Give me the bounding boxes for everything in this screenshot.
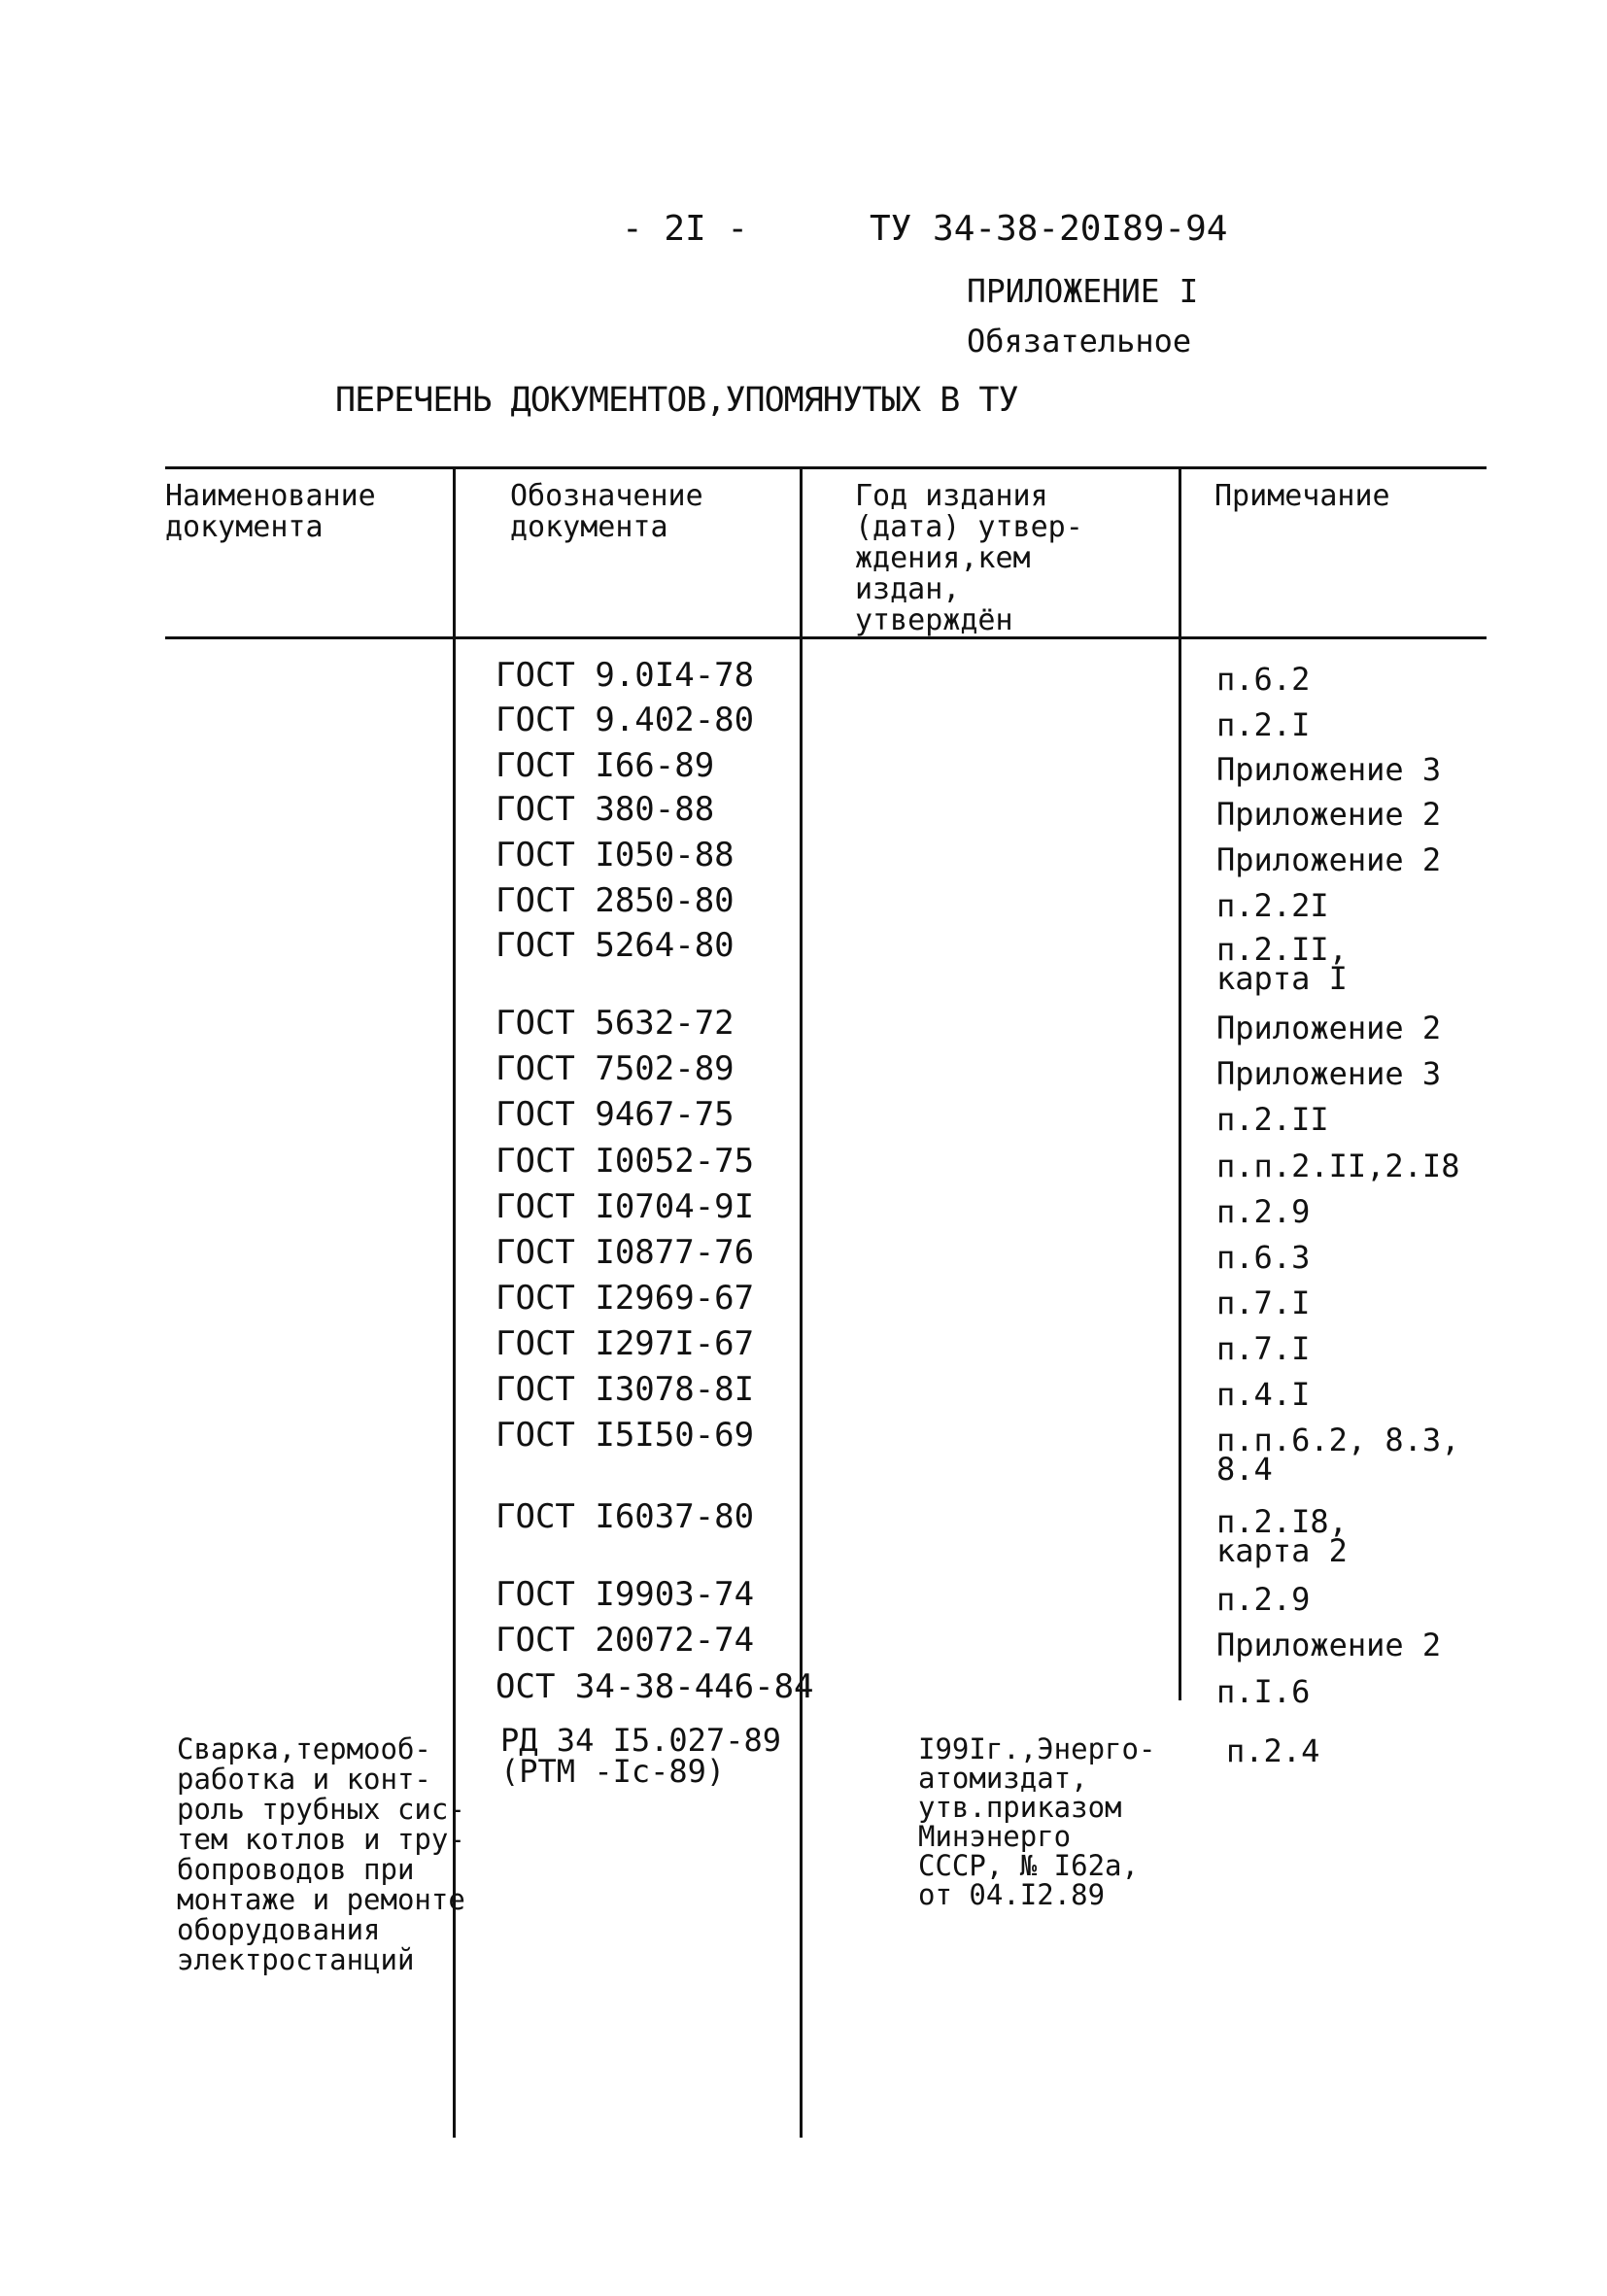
row-code: ГОСТ 2850-80 xyxy=(496,881,735,920)
table-top-rule xyxy=(165,466,1487,469)
document-list-title: ПЕРЕЧЕНЬ ДОКУМЕНТОВ,УПОМЯНУТЫХ В ТУ xyxy=(335,381,1018,420)
row-note: Приложение 3 xyxy=(1216,1055,1442,1092)
row-note: п.2.9 xyxy=(1216,1581,1311,1618)
row-code: ОСТ 34-38-446-84 xyxy=(496,1667,814,1706)
row-code: ГОСТ 380-88 xyxy=(496,790,715,829)
row-code: ГОСТ 9.402-80 xyxy=(496,701,755,739)
row-note: п.6.3 xyxy=(1216,1239,1311,1276)
row-note: п.I.6 xyxy=(1216,1673,1311,1710)
row-code: ГОСТ I0877-76 xyxy=(496,1233,755,1272)
appendix-label: ПРИЛОЖЕНИЕ I xyxy=(967,272,1199,310)
column-header-name: Наименование документа xyxy=(165,479,376,544)
row-document-name: Сварка,термооб- работка и конт- роль трубных сис- тем котлов и тру- бопроводов при монтаже и ремонте оборудования электростанций xyxy=(177,1732,465,1976)
row-code: ГОСТ 5264-80 xyxy=(496,926,735,965)
row-code: ГОСТ I050-88 xyxy=(496,836,735,874)
row-note: п.2.9 xyxy=(1216,1193,1311,1230)
row-code: ГОСТ I5I50-69 xyxy=(496,1416,755,1455)
row-note: п.7.I xyxy=(1216,1330,1311,1367)
row-code: ГОСТ 9.0I4-78 xyxy=(496,656,755,695)
column-header-note: Примечание xyxy=(1214,479,1390,513)
row-note: п.2.I xyxy=(1216,706,1311,743)
row-note: п.п.2.II,2.I8 xyxy=(1216,1148,1460,1184)
row-code: ГОСТ I2969-67 xyxy=(496,1279,755,1318)
document-code: ТУ 34-38-20I89-94 xyxy=(870,209,1228,249)
row-note: п.4.I xyxy=(1216,1376,1311,1413)
page-number: - 2I - xyxy=(622,209,749,249)
row-note: Приложение 2 xyxy=(1216,1010,1442,1046)
row-code: ГОСТ I6037-80 xyxy=(496,1497,755,1536)
row-note: п.2.2I xyxy=(1216,887,1329,924)
row-note: Приложение 3 xyxy=(1216,751,1442,788)
row-code: ГОСТ I0052-75 xyxy=(496,1142,755,1181)
row-code: ГОСТ 20072-74 xyxy=(496,1621,755,1660)
row-code: ГОСТ I3078-8I xyxy=(496,1370,755,1409)
row-note: п.7.I xyxy=(1216,1285,1311,1321)
column-divider-3 xyxy=(1179,466,1181,1700)
row-note: п.2.II, карта I xyxy=(1216,931,1348,997)
row-code: ГОСТ I66-89 xyxy=(496,746,715,785)
column-divider-2 xyxy=(800,466,803,2138)
row-note: п.п.6.2, 8.3, 8.4 xyxy=(1216,1422,1460,1488)
row-code: ГОСТ 9467-75 xyxy=(496,1095,735,1134)
mandatory-label: Обязательное xyxy=(967,323,1192,360)
row-note: п.2.4 xyxy=(1226,1732,1320,1769)
column-header-designation: Обозначение документа xyxy=(510,479,703,544)
row-code: ГОСТ I297I-67 xyxy=(496,1324,755,1363)
row-note: п.2.II xyxy=(1216,1101,1329,1138)
table-header-rule xyxy=(165,636,1487,639)
row-code: ГОСТ I9903-74 xyxy=(496,1575,755,1614)
column-header-year: Год издания (дата) утвер- ждения,кем издан, утверждён xyxy=(855,479,1083,637)
row-code: ГОСТ I0704-9I xyxy=(496,1187,755,1226)
row-note: Приложение 2 xyxy=(1216,841,1442,878)
row-note: п.6.2 xyxy=(1216,661,1311,698)
row-code: РД 34 I5.027-89 (РТМ -Iс-89) xyxy=(500,1722,781,1790)
row-code: ГОСТ 7502-89 xyxy=(496,1049,735,1088)
row-code: ГОСТ 5632-72 xyxy=(496,1004,735,1043)
row-note: Приложение 2 xyxy=(1216,796,1442,833)
row-publication-info: I99Iг.,Энерго- атомиздат, утв.приказом Минэнерго СССР, № I62а, от 04.I2.89 xyxy=(918,1732,1156,1911)
row-note: Приложение 2 xyxy=(1216,1627,1442,1663)
row-note: п.2.I8, карта 2 xyxy=(1216,1503,1348,1569)
